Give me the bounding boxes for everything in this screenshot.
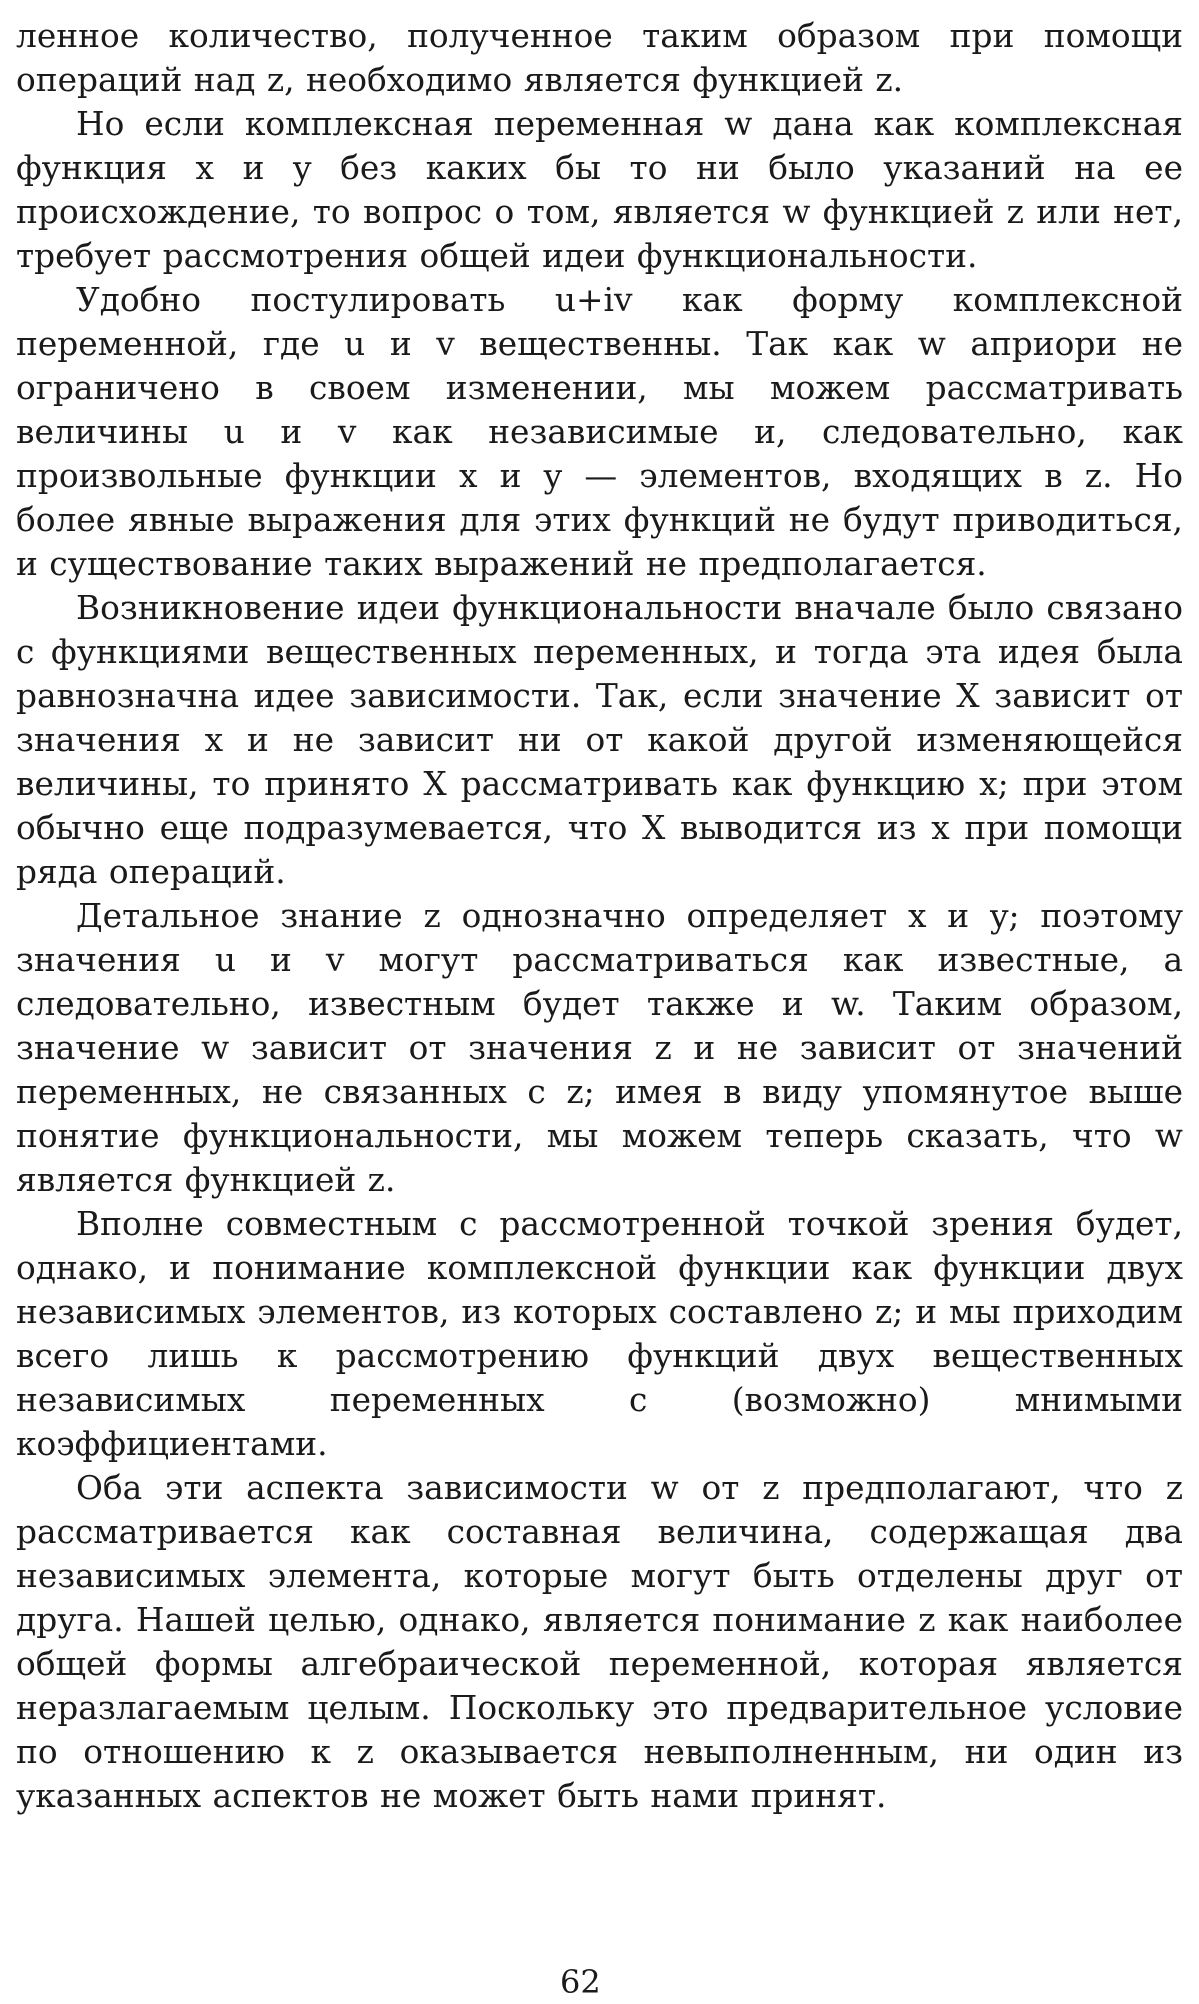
paragraph-2: Но если комплексная переменная w дана как комплексная функция x и y без каких бы то ни было указаний на ее происхождение, то вопрос о том, является w функцией z или нет, требует рассмотрения общей идеи функциональности.	[16, 105, 1183, 275]
paragraph-3: Удобно постулировать u+iv как форму комплексной переменной, где u и v вещественны. Так как w априори не ограничено в своем изменении, мы можем рассматривать величины u и v как независимые и, следовательно, как произвольные функции x и y — элементов, входящих в z. Но более явные выражения для этих функций не будут приводиться, и существование таких выражений не предполагается.	[16, 281, 1183, 583]
page-text	[16, 14, 1183, 1818]
paragraph-1: ленное количество, полученное таким образом при помощи операций над z, необходимо является функцией z.	[16, 17, 1183, 99]
paragraph-7: Оба эти аспекта зависимости w от z предполагают, что z рассматривается как составная величина, содержащая два независимых элемента, которые могут быть отделены друг от друга. Нашей целью, однако, является понимание z как наиболее общей формы алгебраической переменной, которая является неразлагаемым целым. Поскольку это предварительное условие по отношению к z оказывается невыполненным, ни один из указанных аспектов не может быть нами принят.	[16, 1469, 1183, 1815]
paragraph-6: Вполне совместным с рассмотренной точкой зрения будет, однако, и понимание комплексной функции как функции двух независимых элементов, из которых составлено z; и мы приходим всего лишь к рассмотрению функций двух вещественных независимых переменных с (возможно) мнимыми коэффициентами.	[16, 1205, 1183, 1463]
paragraph-4: Возникновение идеи функциональности вначале было связано с функциями вещественных переменных, и тогда эта идея была равнозначна идее зависимости. Так, если значение X зависит от значения x и не зависит ни от какой другой изменяющейся величины, то принято X рассматривать как функцию x; при этом обычно еще подразумевается, что X выводится из x при помощи ряда операций.	[16, 589, 1183, 891]
paragraph-5: Детальное знание z однозначно определяет x и y; поэтому значения u и v могут рассматриваться как известные, а следовательно, известным будет также и w. Таким образом, значение w зависит от значения z и не зависит от значений переменных, не связанных с z; имея в виду упомянутое выше понятие функциональности, мы можем теперь сказать, что w является функцией z.	[16, 897, 1183, 1199]
page-number: 62	[560, 1963, 601, 2001]
